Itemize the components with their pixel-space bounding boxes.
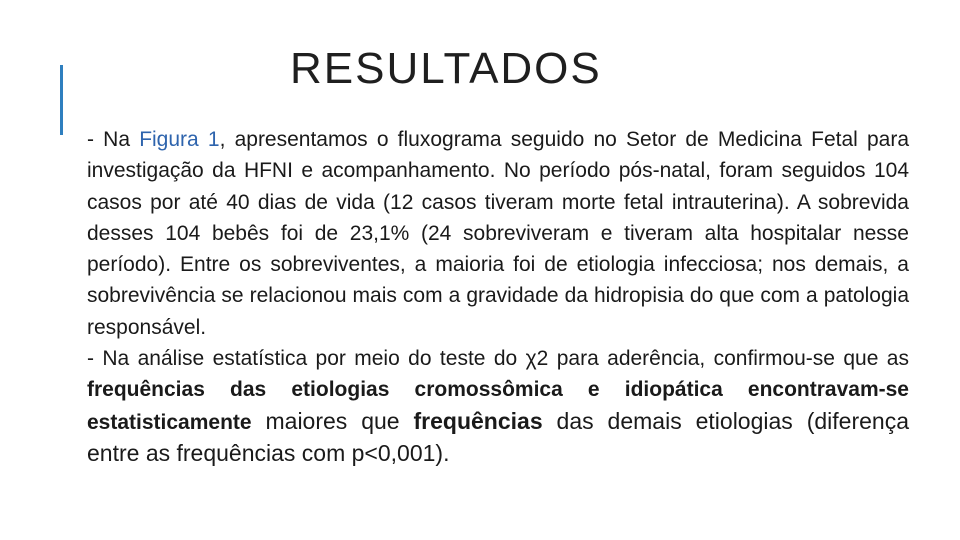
figure-1-link[interactable]: Figura 1: [139, 128, 220, 151]
paragraph-1-text: , apresentamos o fluxograma seguido no Setor de Medicina Fetal para investigação da HFNI e acompanhamento. No período pós-natal, foram seguidos 104 casos por até 40 dias de vida (12 casos tiveram morte fetal intrauterina). A sobrevida desses 104 bebês foi de 23,1% (24 sobreviveram e tiveram alta hospitalar nesse período). Entre os sobreviventes, a maioria foi de etiologia infecciosa; nos demais, a sobrevivência se relacionou mais com a gravidade da hidropisia do que com a patologia responsável.: [87, 128, 910, 339]
paragraph-2-bold-1: frequências das etiologias cromossômica e idiopática encontravam-se estatisticamente: [87, 378, 909, 434]
paragraph-2-bold-2: frequências: [413, 407, 543, 434]
slide-title: RESULTADOS: [290, 44, 602, 93]
paragraph-1-prefix: - Na: [87, 128, 140, 151]
paragraph-2-mid: maiores que: [251, 407, 414, 434]
paragraph-2-prefix: - Na análise estatística por meio do teste do χ2 para aderência, confirmou-se que as: [87, 347, 909, 371]
paragraph-1: [87, 124, 909, 343]
paragraph-2-text: das demais etiologias (diferença entre as frequências com p<0,001).: [87, 407, 909, 466]
paragraph-2: [87, 343, 909, 470]
slide-body: [87, 124, 909, 470]
accent-bar: [60, 65, 63, 135]
